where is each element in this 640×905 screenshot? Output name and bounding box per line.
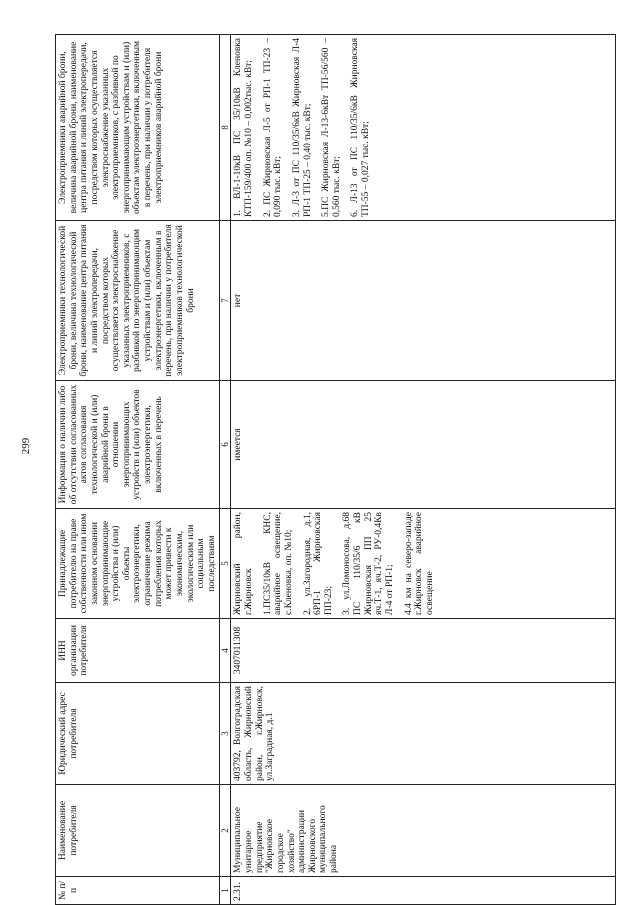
column-number: 4 (220, 619, 231, 683)
column-number: 2 (220, 785, 231, 877)
emergency-cell (231, 35, 616, 221)
header-cell: Юридический адрес потребителя (56, 683, 220, 785)
devices-cell (231, 509, 616, 619)
device-item: 4.4 км на северо-западе г.Жирновск аварийное освещение (403, 512, 435, 615)
emergency-item: 3. Л-3 от ПС 110/35/6кВ Жирновская Л-4 РП-1 ТП-25 – 0,40 тыс. кВт; (291, 38, 313, 217)
row-number: 2.31. (231, 877, 616, 905)
header-cell: ИНН организации потребителя (56, 619, 220, 683)
column-number-row (220, 35, 231, 905)
emergency-item: 6. Л-13 от ПС 110/35/6кВ Жирновская ТП-55 – 0,027 тыс. кВт; (350, 38, 372, 217)
device-item: 3. ул.Ломоносова, д.68 ПС 110/35/6 кВ Жирновская ПП 25 яч.Т-1, яч.Т-2, РУ-0,4Кв Л-4 от РП-1; (342, 512, 395, 615)
column-number: 1 (220, 877, 231, 905)
consumer-address: 403792, Волгоградская область, Жирновский район, г.Жирновск, ул.Заградная, д.1 (231, 683, 616, 785)
device-item: Жирновский район, г.Жирновск (233, 512, 255, 615)
table-row (231, 35, 616, 905)
emergency-item: 1. ВЛ-1-10кВ ПС 35/10кВ Кленовка КТП-159/400 оп. №10 – 0,002тыс. кВт; (233, 38, 255, 217)
header-cell: Информация о наличии либо об отсутствии согласованных актов согласования технологической и (или) аварийной брони в отношении энергопринимающих устройств и (или) объектов электроэнергетики, включенных в перечень (56, 381, 220, 509)
emergency-item: 2. ПС Жирновская Л-5 от РП-1 ТП-23 – 0,090 тыс. кВт; (262, 38, 284, 217)
column-number: 6 (220, 381, 231, 509)
emergency-item: 5.ПС Жирновская Л-13-6кВт ТП-56/560 – 0,560 тыс. кВт; (321, 38, 342, 217)
header-cell: Принадлежащие потребителю на праве собственности или ином законном основании энергопринимающие устройства и (или) объекты электроэнергетики, ограничение режима потребления которых может привести к экономическим, экологическим или социальным последствиям (56, 509, 220, 619)
consumer-inn: 3407011308 (231, 619, 616, 683)
acts-status: имеется (231, 381, 616, 509)
column-number: 7 (220, 221, 231, 381)
consumer-table (55, 34, 616, 905)
landscape-sheet (55, 35, 585, 905)
column-number: 8 (220, 35, 231, 221)
header-cell: Электроприемники технологической брони, величина технологической брони, наименование центра питания и линий электропередачи, посредством которых осуществляется электроснабжение указанных электроприемников, с разбивкой по энергопринимающим устройствам и (или) объектам электроэнергетики, включенным в перечень, при наличии у потребителя электроприемников технологической брони (56, 221, 220, 381)
device-item: 1.ПС35/10кВ КНС, аварийное освещение, с.Кленовка, оп. №10; (262, 512, 294, 615)
page-number: 299 (20, 437, 32, 455)
header-row (56, 35, 220, 905)
column-number: 3 (220, 683, 231, 785)
header-cell: Наименование потребителя (56, 785, 220, 877)
header-cell: Электроприемники аварийной брони, величина аварийной брони, наименование центра питания и линий электропередачи, посредством которых осуществляется электроснабжение указанных электроприемников, с разбивкой по энергопринимающим устройствам и (или) объектам электроэнергетики, включенным в перечень, при наличии у потребителя электроприемников аварийной брони (56, 35, 220, 221)
consumer-name: Муниципальное унитарное предприятие "Жирновское городское хозяйство" администрации Жирновского муниципального района (231, 785, 616, 877)
column-number: 5 (220, 509, 231, 619)
tech-reserve: нет (231, 221, 616, 381)
device-item: 2. ул.Загородная, д.1, 6РП-1 Жирновская ПП-23; (302, 512, 334, 615)
header-cell: № п/п (56, 877, 220, 905)
